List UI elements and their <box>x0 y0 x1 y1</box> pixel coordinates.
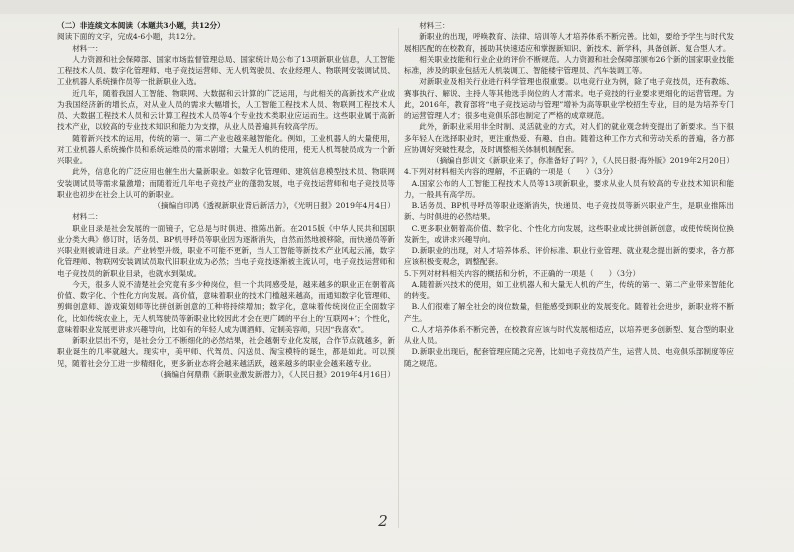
question-5-option-d: D.新职业出现后，配套管理应随之完善，比如电子竞技员产生，运营人员、电竞俱乐部制度等应随之规范。 <box>404 347 734 368</box>
material1-paragraph: 此外，信息化的广泛应用也催生出大量新职业。如数字化管理师、建筑信息模型技术员、物联网安装调试员等需求量激增；而随着近几年电子竞技产业的蓬勃发展，电子竞技运营师和电子竞技员等职业也初步在社会上认可的新职业。 <box>57 167 395 199</box>
question-5-stem: 5.下列对材料相关内容的概括和分析，不正确的一项是（ ）（3分） <box>404 268 641 278</box>
question-5-option-c: C.人才培养体系不断完善，在校教育应该与时代发展相适应，以培养更多创新型、复合型的职业从业人员。 <box>404 324 734 345</box>
material1-label: 材料一： <box>72 43 103 53</box>
material1-paragraph: 近几年，随着我国人工智能、物联网、大数据和云计算的广泛运用，与此相关的高新技术产业成为我国经济新的增长点，对从业人员的需求大幅增长，人工智能工程技术人员、物联网工程技术人员、大数据工程技术人员和云计算工程技术人员等4个专业技术类职业应运而生。这些职业属于高新技术产业，以较高的专业技术知识和能力为支撑，从业人员普遍具有较高学历。 <box>57 88 395 132</box>
question-4-option-a: A.国家公布的人工智能工程技术人员等13项新职业，要求从业人员有较高的专业技术知识和能力，一般具有高学历。 <box>404 178 734 199</box>
question-5-option-b: B.人们很难了解全社会的岗位数量，但能感受到职业的发展变化。随着社会进步，新职业将不断产生。 <box>404 302 734 323</box>
right-column <box>404 20 734 369</box>
material3-paragraph: 相关职业技能和行业企业的评价不断规范。人力资源和社会保障部颁布26个新的国家职业技能标准，涉及的职业包括无人机装调工、智能楼宇管理员、汽车装调工等。 <box>404 54 734 75</box>
material3-label: 材料三： <box>419 21 450 30</box>
question-5-option-a: A.随着新兴技术的使用，如工业机器人和大量无人机的产生，传统的第一、第二产业带来智能化的转变。 <box>404 279 734 300</box>
question-4-option-c: C.更多职业朝着高价值、数字化、个性化方向发展，这些职业或比拼创新创意，或使传统岗位换发新生，或讲求兴趣导向。 <box>404 223 734 244</box>
page-number: 2 <box>378 512 388 530</box>
material1-paragraph: 人力资源和社会保障部、国家市场监督管理总局、国家统计局公布了13项新职业信息，人工智能工程技术人员、数字化管理师、电子竞技运营师、无人机驾驶员、农业经理人、物联网安装调试员、工业机器人系统操作员等一批新职业入选。 <box>57 54 395 87</box>
question-4-option-b: B.话务员、BP机寻呼员等职业逐渐消失，快递员、电子竞技员等新兴职业产生，是职业推陈出新、与时俱进的必然结果。 <box>404 201 734 222</box>
top-strip <box>0 0 794 14</box>
material2-source: （摘编自何鼎鼎《新职业激发新潜力》，《人民日报》2019年4月16日） <box>156 369 395 379</box>
left-column <box>57 20 395 380</box>
material3-paragraph: 对新职业及相关行业进行科学管理也很重要。以电竞行业为例，除了电子竞技员，还有教练、赛事执行、解说、主持人等其他选手岗位的人才需求。电子竞技的行业要求更细化的运营管理。为此，2016年，教育部将“电子竞技运动与管理”增补为高等职业学校招生专业，目的是为培养专门的运营管理人才；很多电竞俱乐部也制定了严格的成章规范。 <box>404 77 734 120</box>
instruction: 阅读下面的文字，完成4-6小题，共12分。 <box>57 32 201 42</box>
material2-paragraph: 职业目录是社会发展的一面镜子，它总是与时俱进、推陈出新。在2015版《中华人民共和国职业分类大典》修订时，话务员、BP机寻呼员等职业因为逐渐消失，自然而然地被移除，而快递员等新兴职业则被请进目录。产业转型升级，职业不可能不更新，当人工智能等新技术产业风起云涌，数字化管理师、物联网安装调试员取代旧职业成为必然；当电子竞技逐渐被主流认可，电子竞技运营师和电子竞技员的新职业目录，也就水到渠成。 <box>57 223 395 278</box>
material2-label: 材料二： <box>72 212 103 222</box>
section-title: （二）非连续文本阅读（本题共3小题，共12分） <box>57 21 225 30</box>
material2-paragraph: 今天，很多人说不清楚社会究竟有多少种岗位，但一个共同感受是，越来越多的职业正在朝着高价值、数字化、个性化方向发展。高价值，意味着职业的技术门槛越来越高，而通知数字化管理师、剪辑创意师、游戏策划师等比拼创新创意的工种将持续增加；数字化，意味着传统岗位正全面数字化，比如传统农业上，无人机驾驶员等新职业比较因此才会在更广阔的平台上的‘互联网+’；个性化，意味着职业发展更讲求兴趣导向，比如有的年轻人成为调酒师、定制美容师，只因“我喜欢”。 <box>57 279 395 334</box>
material3-paragraph: 此外，新职业采用非全时制、灵活就业的方式，对人们的就业观念转变提出了新要求。当下很多年轻人在选择职业时，更注重热爱、有趣、自由。随着这种工作方式和劳动关系的普遍，各方都应协调好突破性观念，及时调整相关体制机制配套。 <box>404 122 734 154</box>
material1-paragraph: 随着新兴技术的运用，传统的第一、第二产业也越来越智能化。例如，工业机器人的大量使用，对工业机器人系统操作员和系统运维员的需求剧增；大量无人机的使用，使无人机驾驶员成为一个新兴职业。 <box>57 133 395 165</box>
question-4-option-d: D.新职业的出现，对人才培养体系、评价标准、职业行业管理、就业观念提出新的要求，各方都应该积极变观念，调整配套。 <box>404 246 734 267</box>
material3-source: （摘编自彭训文《新职业来了，你准备好了吗？》，《人民日报·海外版》2019年2月20日） <box>431 156 734 165</box>
question-4-stem: 4.下列对材料相关内容的理解，不正确的一项是（ ）（3分） <box>404 167 618 177</box>
material3-paragraph: 新职业的出现，呼唤教育、法律、培训等人才培养体系不断完善。比如，要给予学生与时代发展相匹配的在校教育，援助其快速适应和掌握新知识、新技术、新学科，具备创新、复合型人才。 <box>404 32 734 53</box>
column-divider <box>398 28 399 528</box>
material1-source: （摘编自印鸿《透视新职业背后新活力》，《光明日报》2019年4月4日） <box>153 201 395 210</box>
material2-paragraph: 新职业层出不穷，是社会分工不断细化的必然结果，社会越朝专业化发展，合作节点就越多，新职业诞生的几率就越大。现实中，美甲师、代驾员、闪送员、淘宝模特的诞生，都是如此。可以预见，随着社会分工进一步精细化，更多新业态将会越来越活跃，越来越多的职业会越来越专业。 <box>57 336 395 368</box>
